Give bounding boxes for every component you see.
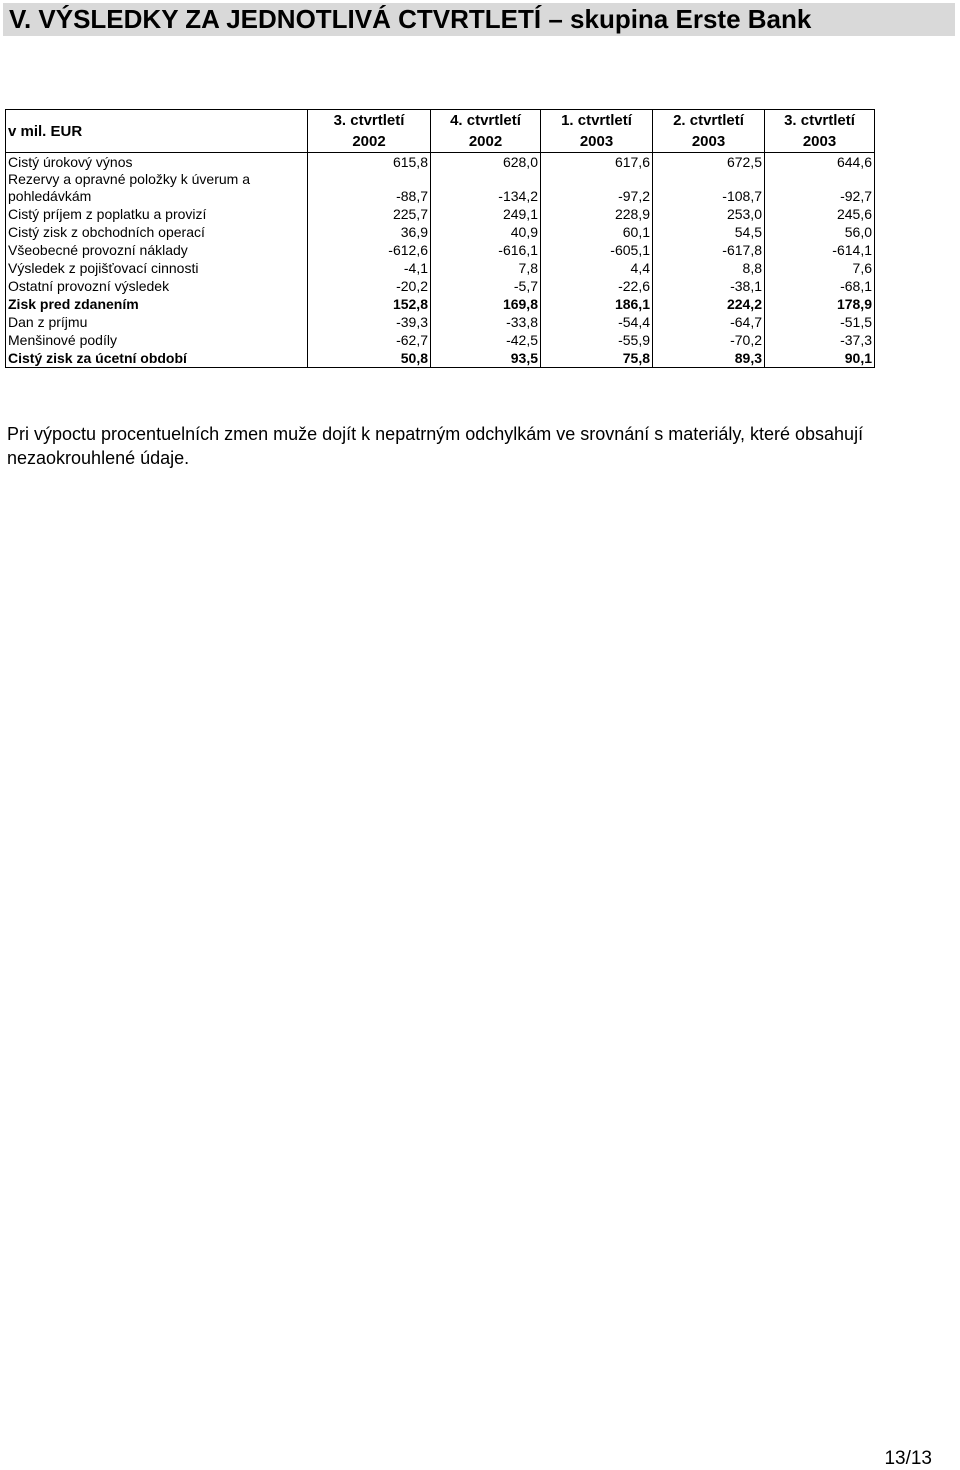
table-cell: -20,2 [308, 277, 431, 295]
table-row [6, 331, 875, 349]
table-cell: 615,8 [308, 153, 431, 172]
column-header: 3. ctvrtletí 2002 [308, 110, 431, 153]
table-cell: -92,7 [765, 171, 875, 205]
table-cell: -51,5 [765, 313, 875, 331]
table-cell: 93,5 [431, 349, 541, 368]
table-cell: -88,7 [308, 171, 431, 205]
table-cell: 89,3 [653, 349, 765, 368]
column-header: 3. ctvrtletí 2003 [765, 110, 875, 153]
unit-label: v mil. EUR [6, 110, 308, 153]
table-cell: 644,6 [765, 153, 875, 172]
table-cell: -97,2 [541, 171, 653, 205]
row-label: Cistý príjem z poplatku a provizí [6, 205, 308, 223]
table-cell: -617,8 [653, 241, 765, 259]
table-cell: -64,7 [653, 313, 765, 331]
table-cell: 8,8 [653, 259, 765, 277]
row-label: Rezervy a opravné položky k úverum a pohledávkám [6, 171, 308, 205]
row-label: Menšinové podíly [6, 331, 308, 349]
table-cell: -108,7 [653, 171, 765, 205]
table-cell: 186,1 [541, 295, 653, 313]
page-number: 13/13 [884, 1448, 932, 1469]
page-title: V. VÝSLEDKY ZA JEDNOTLIVÁ CTVRTLETÍ – skupina Erste Bank [9, 4, 812, 34]
table-cell: 672,5 [653, 153, 765, 172]
quarterly-results-table [5, 109, 875, 368]
table-cell: 4,4 [541, 259, 653, 277]
table-cell: 152,8 [308, 295, 431, 313]
row-label: Dan z príjmu [6, 313, 308, 331]
table-row [6, 171, 875, 205]
row-label: Ostatní provozní výsledek [6, 277, 308, 295]
table-cell: 7,6 [765, 259, 875, 277]
table-cell: 60,1 [541, 223, 653, 241]
table-cell: 40,9 [431, 223, 541, 241]
table-cell: 225,7 [308, 205, 431, 223]
table-cell: 628,0 [431, 153, 541, 172]
table-cell: -55,9 [541, 331, 653, 349]
table-cell: -39,3 [308, 313, 431, 331]
table-cell: 224,2 [653, 295, 765, 313]
table-cell: 50,8 [308, 349, 431, 368]
table-cell: 36,9 [308, 223, 431, 241]
table-cell: 54,5 [653, 223, 765, 241]
table-cell: -5,7 [431, 277, 541, 295]
table-cell: 228,9 [541, 205, 653, 223]
table-cell: -614,1 [765, 241, 875, 259]
table-cell: -22,6 [541, 277, 653, 295]
table-cell: -37,3 [765, 331, 875, 349]
column-header: 2. ctvrtletí 2003 [653, 110, 765, 153]
table-cell: -70,2 [653, 331, 765, 349]
table-row [6, 223, 875, 241]
table-cell: 56,0 [765, 223, 875, 241]
column-header: 1. ctvrtletí 2003 [541, 110, 653, 153]
table-row [6, 277, 875, 295]
table-cell: -62,7 [308, 331, 431, 349]
table-cell: 617,6 [541, 153, 653, 172]
table-cell: -38,1 [653, 277, 765, 295]
table-row [6, 205, 875, 223]
row-label: Cistý úrokový výnos [6, 153, 308, 172]
table-cell: 245,6 [765, 205, 875, 223]
table-cell: 249,1 [431, 205, 541, 223]
table-cell: -4,1 [308, 259, 431, 277]
table-cell: 169,8 [431, 295, 541, 313]
table-row [6, 295, 875, 313]
table-row [6, 153, 875, 172]
title-bar [3, 3, 955, 36]
table-cell: -616,1 [431, 241, 541, 259]
table-cell: 90,1 [765, 349, 875, 368]
table-cell: -42,5 [431, 331, 541, 349]
header-row [6, 110, 875, 153]
table-cell: -612,6 [308, 241, 431, 259]
table-cell: -134,2 [431, 171, 541, 205]
row-label: Zisk pred zdanením [6, 295, 308, 313]
row-label: Cistý zisk za úcetní období [6, 349, 308, 368]
row-label: Všeobecné provozní náklady [6, 241, 308, 259]
column-header: 4. ctvrtletí 2002 [431, 110, 541, 153]
table-cell: -54,4 [541, 313, 653, 331]
table-cell: 75,8 [541, 349, 653, 368]
footnote: Pri výpoctu procentuelních zmen muže dojít k nepatrným odchylkám ve srovnání s materiály, které obsahují nezaokrouhlené údaje. [7, 424, 864, 468]
table-cell: 178,9 [765, 295, 875, 313]
row-label: Výsledek z pojišťovací cinnosti [6, 259, 308, 277]
table-cell: -605,1 [541, 241, 653, 259]
table-row [6, 313, 875, 331]
table-cell: 7,8 [431, 259, 541, 277]
table-cell: -68,1 [765, 277, 875, 295]
row-label: Cistý zisk z obchodních operací [6, 223, 308, 241]
table-row [6, 259, 875, 277]
table-row [6, 241, 875, 259]
table-cell: -33,8 [431, 313, 541, 331]
table-cell: 253,0 [653, 205, 765, 223]
table-row [6, 349, 875, 368]
